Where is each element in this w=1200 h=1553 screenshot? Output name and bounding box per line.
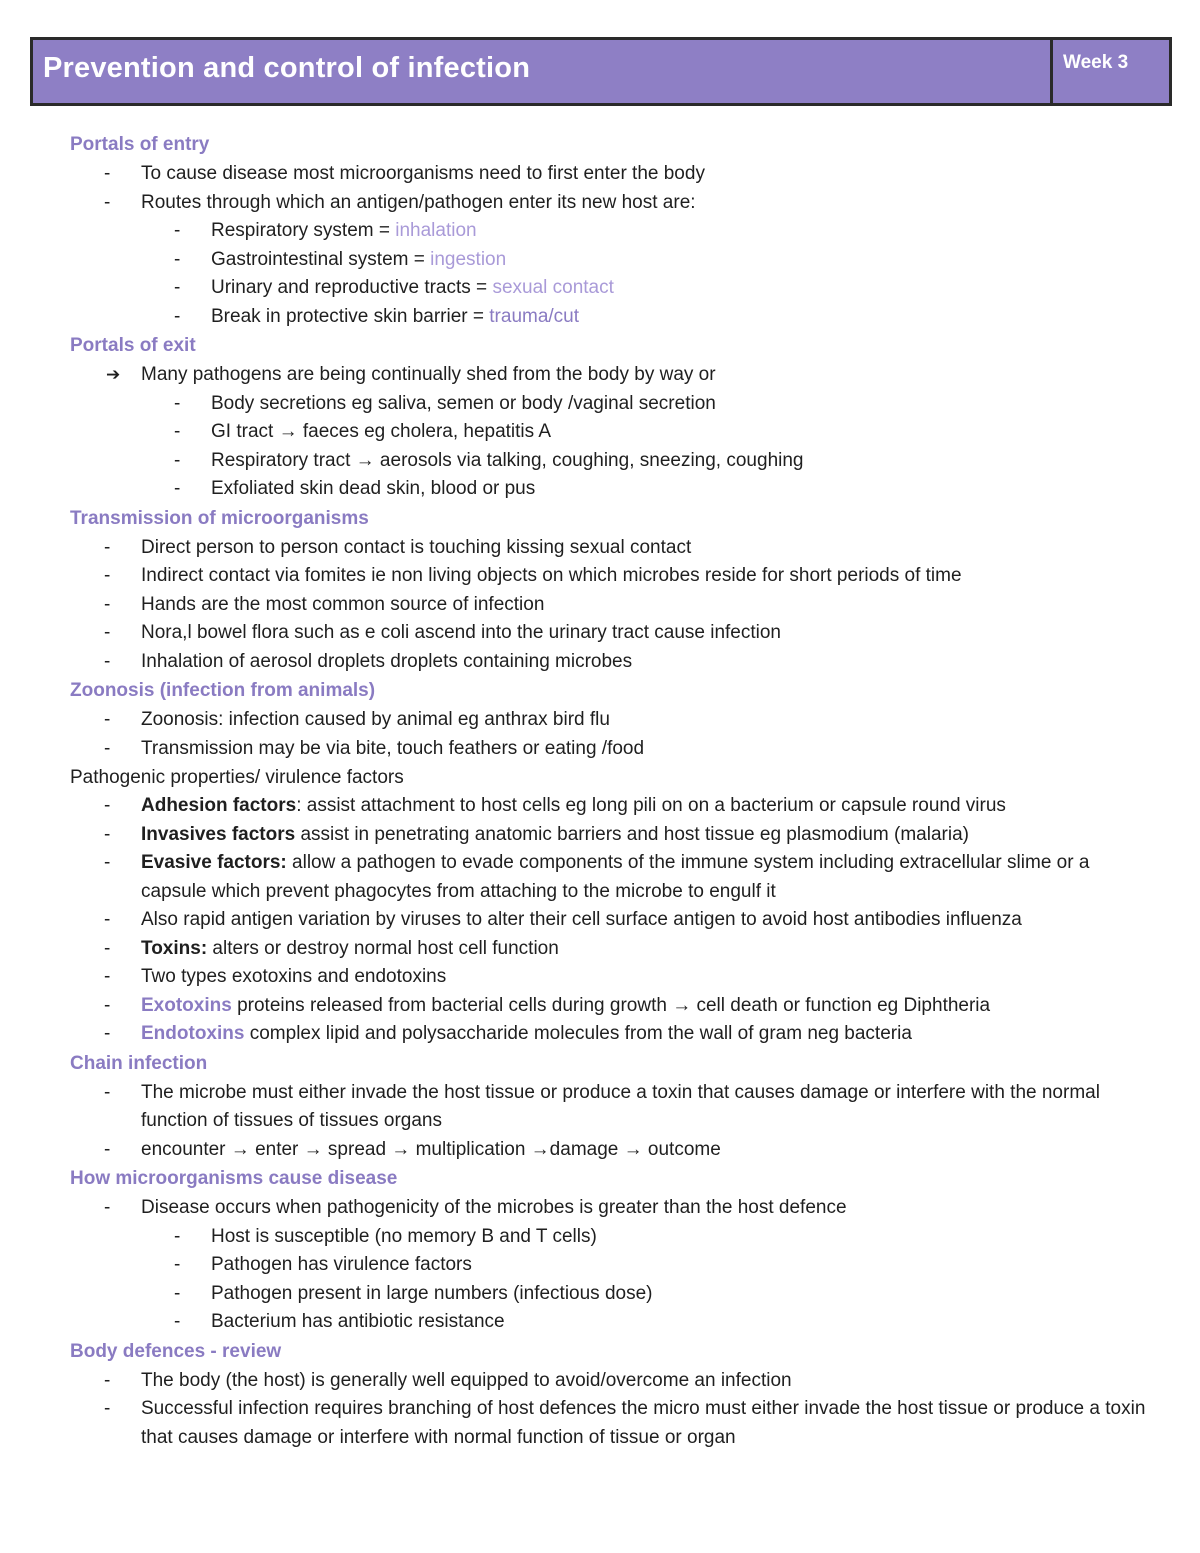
list-item: - Successful infection requires branching of host defences the micro must either invade the host tissue or produce a toxin that causes damage or interfere with normal function of tissue or organ [70,1395,1150,1452]
dash-marker: - [104,1138,111,1160]
dash-marker: - [174,1225,181,1247]
sub-list-item: - Host is susceptible (no memory B and T cells) [70,1223,1150,1252]
list-item: - Invasives factors assist in penetrating anatomic barriers and host tissue eg plasmodium (malaria) [70,821,1150,850]
sub-list-item: - Body secretions eg saliva, semen or body /vaginal secretion [70,390,1150,419]
dash-marker: - [104,1197,111,1218]
dash-marker: - [104,1369,111,1391]
list-item: - Zoonosis: infection caused by animal eg anthrax bird flu [70,706,1150,735]
list-item: - Inhalation of aerosol droplets droplets containing microbes [70,648,1150,677]
sub-list-item: - Exfoliated skin dead skin, blood or pus [70,475,1150,504]
notes-body [70,130,1150,1452]
arrow-icon: ➔ [106,365,121,384]
route-value: trauma/cut [489,305,580,327]
section-heading-body-defences: Body defences - review [70,1340,282,1362]
list-item: - Disease occurs when pathogenicity of the microbes is greater than the host defence [70,1194,1150,1223]
list-item: ➔ Many pathogens are being continually shed from the body by way or [70,361,1150,390]
sub-list-item: - GI tract → faeces eg cholera, hepatitis A [70,418,1150,447]
dash-marker: - [104,622,111,643]
list-item: - The microbe must either invade the host tissue or produce a toxin that causes damage or interfere with the normal function of tissues of tissues organs [70,1079,1150,1136]
dash-marker: - [174,220,181,241]
week-label: Week 3 [1050,40,1169,103]
list-item: - Evasive factors: allow a pathogen to evade components of the immune system including extracellular slime or a capsule which prevent phagocytes from attaching to the microbe to engulf it [70,849,1150,906]
dash-marker: - [104,737,111,759]
list-item: - Adhesion factors: assist attachment to host cells eg long pili on on a bacterium or capsule round virus [70,792,1150,821]
section-heading-transmission: Transmission of microorganisms [70,507,369,529]
section-heading-portals-of-entry: Portals of entry [70,134,210,155]
dash-marker: - [174,305,181,327]
sub-list-item: - Respiratory system = inhalation [70,217,1150,246]
page-title: Prevention and control of infection [43,52,531,84]
list-item: - To cause disease most microorganisms need to first enter the body [70,160,1150,189]
list-item: - Nora,l bowel flora such as e coli ascend into the urinary tract cause infection [70,619,1150,648]
dash-marker: - [104,795,111,816]
dash-marker: - [104,966,111,987]
sub-list-item: - Break in protective skin barrier = trauma/cut [70,303,1150,332]
page-header [30,37,1172,106]
dash-marker: - [104,909,111,930]
dash-marker: - [104,565,111,586]
list-item: - Exotoxins proteins released from bacterial cells during growth → cell death or function eg Diphtheria [70,992,1150,1021]
dash-marker: - [104,650,111,672]
sub-list-item: - Bacterium has antibiotic resistance [70,1308,1150,1337]
dash-marker: - [104,823,111,845]
dash-marker: - [104,994,111,1016]
dash-marker: - [174,1282,181,1304]
route-value: sexual contact [492,277,614,298]
dash-marker: - [104,1081,111,1103]
sub-list-item: - Urinary and reproductive tracts = sexual contact [70,274,1150,303]
list-item: - Indirect contact via fomites ie non living objects on which microbes reside for short periods of time [70,562,1150,591]
dash-marker: - [174,478,181,499]
sub-list-item: - Gastrointestinal system = ingestion [70,246,1150,275]
dash-marker: - [104,593,111,615]
sub-list-item: - Pathogen present in large numbers (infectious dose) [70,1280,1150,1309]
dash-marker: - [104,937,111,959]
dash-marker: - [104,1398,111,1419]
section-heading-virulence-factors: Pathogenic properties/ virulence factors [70,767,404,788]
dash-marker: - [104,163,111,184]
dash-marker: - [174,421,181,442]
dash-marker: - [104,1023,111,1044]
list-item: - Two types exotoxins and endotoxins [70,963,1150,992]
dash-marker: - [104,852,111,873]
sub-list-item: - Respiratory tract → aerosols via talking, coughing, sneezing, coughing [70,447,1150,476]
dash-marker: - [174,248,181,270]
section-heading-zoonosis: Zoonosis (infection from animals) [70,680,376,701]
dash-marker: - [104,191,111,213]
list-item: - The body (the host) is generally well equipped to avoid/overcome an infection [70,1367,1150,1396]
list-item: - Toxins: alters or destroy normal host cell function [70,935,1150,964]
sub-list-item: - Pathogen has virulence factors [70,1251,1150,1280]
dash-marker: - [174,392,181,414]
list-item: - Hands are the most common source of infection [70,591,1150,620]
dash-marker: - [174,1254,181,1275]
list-item: - Endotoxins complex lipid and polysaccharide molecules from the wall of gram neg bacteria [70,1020,1150,1049]
route-value: inhalation [395,220,477,241]
dash-marker: - [174,449,181,471]
list-item: - Routes through which an antigen/pathogen enter its new host are: [70,189,1150,218]
dash-marker: - [104,536,111,558]
section-heading-cause-disease: How microorganisms cause disease [70,1168,398,1189]
list-item: - Transmission may be via bite, touch feathers or eating /food [70,735,1150,764]
route-value: ingestion [430,248,507,270]
dash-marker: - [174,277,181,298]
list-item: - encounter → enter → spread → multiplication →damage → outcome [70,1136,1150,1165]
section-heading-chain-infection: Chain infection [70,1052,208,1074]
dash-marker: - [174,1311,181,1332]
dash-marker: - [104,709,111,730]
list-item: - Also rapid antigen variation by viruses to alter their cell surface antigen to avoid host antibodies influenza [70,906,1150,935]
list-item: - Direct person to person contact is touching kissing sexual contact [70,534,1150,563]
section-heading-portals-of-exit: Portals of exit [70,335,196,356]
